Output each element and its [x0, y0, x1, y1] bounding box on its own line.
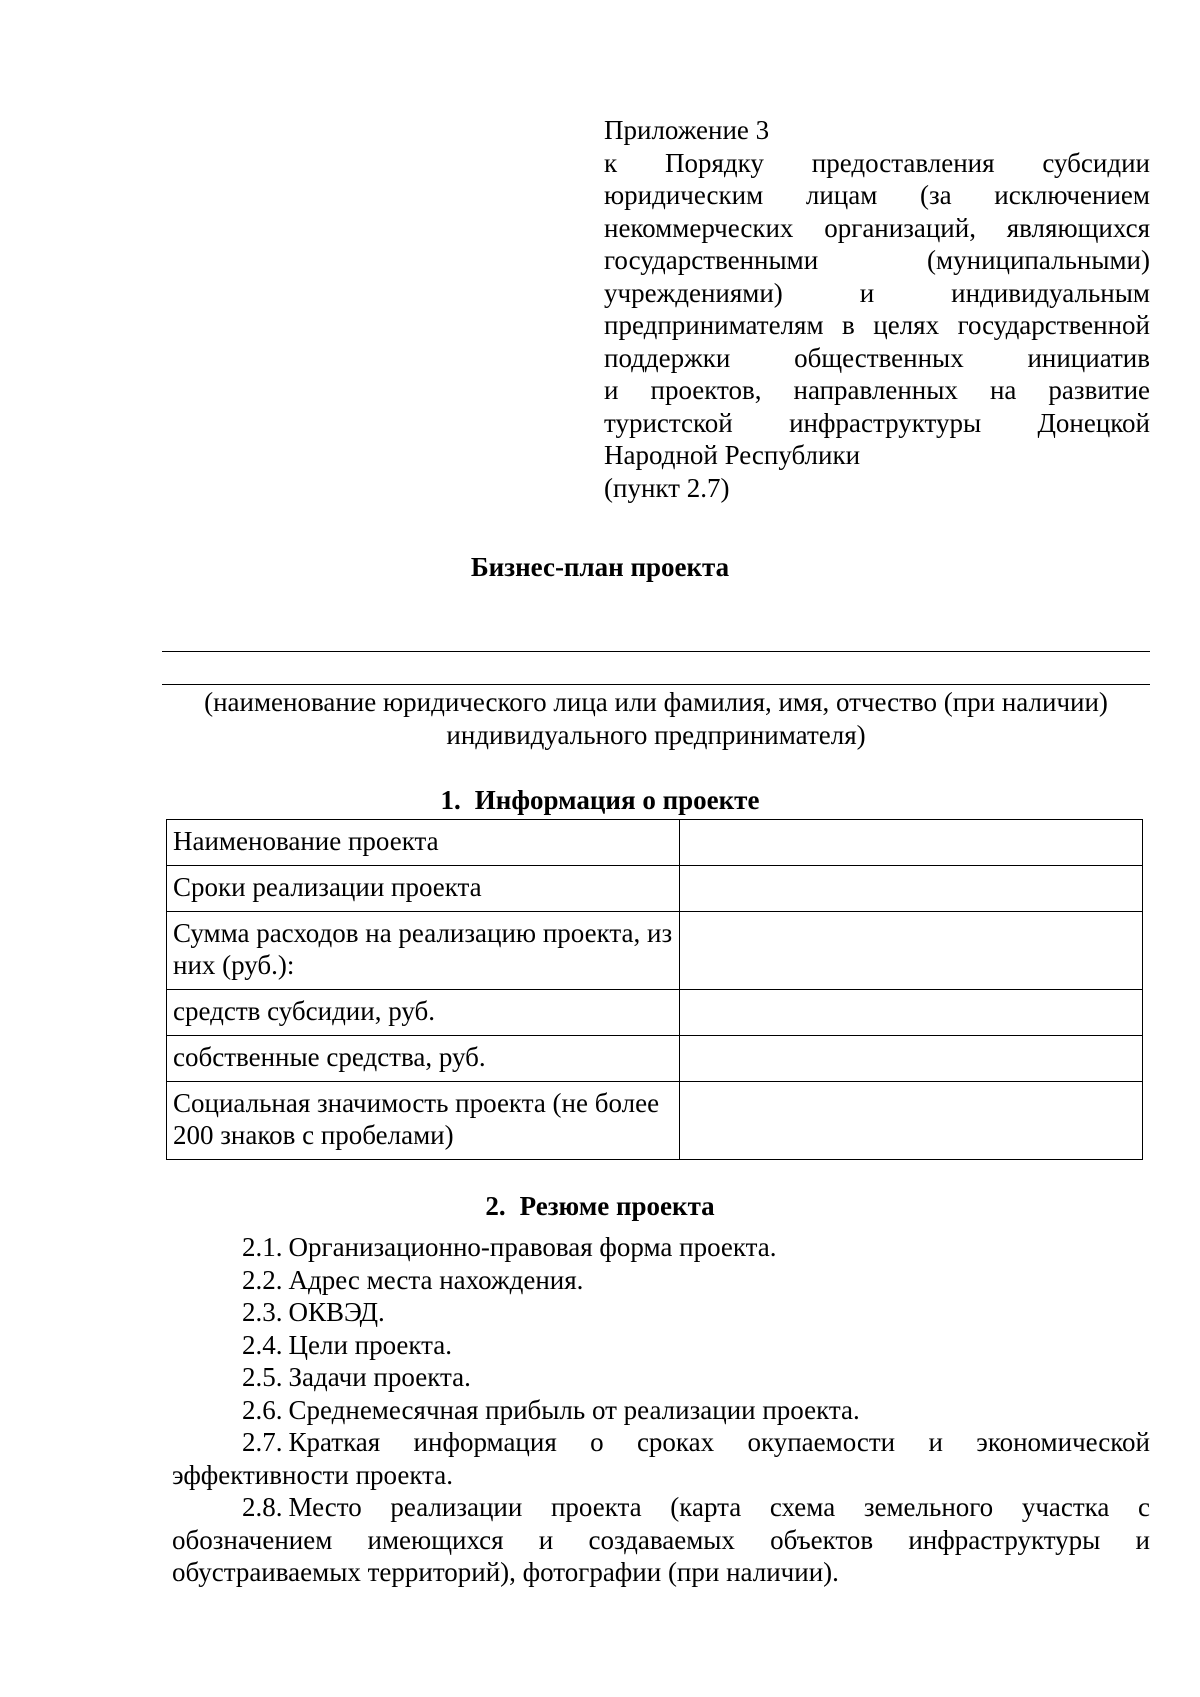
table-cell-label: Социальная значимость проекта (не более 200 знаков с пробелами)	[167, 1082, 680, 1160]
item-text: Среднемесячная прибыль от реализации проекта.	[288, 1394, 860, 1425]
table-row	[167, 1036, 1143, 1082]
table-cell-label: Сроки реализации проекта	[167, 866, 680, 912]
appendix-line: предпринимателям в целях государственной	[604, 310, 1150, 340]
item-text: Место реализации проекта (карта схема земельного участка с обозначением имеющихся и создаваемых объектов инфраструктуры и обустраиваемых территорий), фотографии (при наличии).	[172, 1492, 1150, 1587]
table-cell-label: Наименование проекта	[167, 820, 680, 866]
table-cell-value	[680, 820, 1143, 866]
list-item	[172, 1394, 1150, 1427]
applicant-name-line-2	[162, 684, 1150, 685]
appendix-line: поддержки общественных инициатив	[604, 342, 1150, 373]
item-number: 2.1.	[242, 1232, 283, 1262]
section-2-title: Резюме проекта	[519, 1191, 715, 1221]
item-number: 2.4.	[242, 1329, 283, 1360]
list-item	[172, 1296, 1150, 1329]
table-row	[167, 820, 1143, 866]
item-number: 2.2.	[242, 1264, 283, 1295]
section-2-number: 2.	[485, 1191, 506, 1221]
table-row	[167, 866, 1143, 912]
table-cell-label: средств субсидии, руб.	[167, 990, 680, 1036]
appendix-line: государственными (муниципальными)	[604, 245, 1150, 275]
appendix-line: Народной Республики	[604, 440, 861, 470]
section-1-heading	[0, 784, 1200, 817]
section-1-number: 1.	[440, 785, 461, 815]
item-text: Организационно-правовая форма проекта.	[288, 1232, 777, 1262]
list-item	[172, 1426, 1150, 1491]
applicant-caption-line: (наименование юридического лица или фамилия, имя, отчество (при наличии)	[204, 687, 1108, 717]
item-number: 2.3.	[242, 1297, 283, 1327]
item-text: Задачи проекта.	[288, 1362, 471, 1392]
table-cell-value	[680, 866, 1143, 912]
section-1-title: Информация о проекте	[474, 785, 760, 815]
section-2-heading	[0, 1190, 1200, 1223]
table-cell-label: Сумма расходов на реализацию проекта, из них (руб.):	[167, 912, 680, 990]
item-number: 2.8.	[242, 1492, 283, 1522]
table-cell-value	[680, 1082, 1143, 1160]
document-title: Бизнес-план проекта	[470, 552, 730, 582]
project-summary-list	[172, 1231, 1150, 1589]
item-number: 2.5.	[242, 1362, 283, 1392]
applicant-caption-line: индивидуального предпринимателя)	[446, 719, 866, 750]
project-info-table	[166, 819, 1143, 1160]
table-cell-label: собственные средства, руб.	[167, 1036, 680, 1082]
appendix-line: учреждениями) и индивидуальным	[604, 277, 1150, 308]
item-text: Адрес места нахождения.	[288, 1264, 584, 1295]
appendix-point: (пункт 2.7)	[604, 472, 730, 503]
appendix-text	[604, 147, 1150, 505]
list-item	[172, 1491, 1150, 1589]
appendix-line: к Порядку предоставления субсидии	[604, 147, 1150, 178]
appendix-line: туристской инфраструктуры Донецкой	[604, 407, 1150, 438]
appendix-header	[604, 114, 1150, 504]
item-number: 2.6.	[242, 1394, 283, 1425]
table-cell-value	[680, 990, 1143, 1036]
appendix-line: некоммерческих организаций, являющихся	[604, 212, 1150, 243]
item-text: ОКВЭД.	[288, 1297, 385, 1327]
applicant-name-line-1	[162, 651, 1150, 652]
table-cell-value	[680, 912, 1143, 990]
item-number: 2.7.	[242, 1427, 283, 1457]
item-text: Краткая информация о сроках окупаемости и экономической эффективности проекта.	[172, 1427, 1150, 1490]
list-item	[172, 1264, 1150, 1297]
list-item	[172, 1231, 1150, 1264]
appendix-title: Приложение 3	[604, 115, 770, 145]
table-row	[167, 990, 1143, 1036]
list-item	[172, 1329, 1150, 1362]
appendix-line: юридическим лицам (за исключением	[604, 180, 1150, 210]
item-text: Цели проекта.	[288, 1329, 453, 1360]
table-row	[167, 912, 1143, 990]
applicant-caption	[162, 686, 1150, 751]
appendix-line: и проектов, направленных на развитие	[604, 375, 1150, 405]
table-row	[167, 1082, 1143, 1160]
table-cell-value	[680, 1036, 1143, 1082]
list-item	[172, 1361, 1150, 1394]
